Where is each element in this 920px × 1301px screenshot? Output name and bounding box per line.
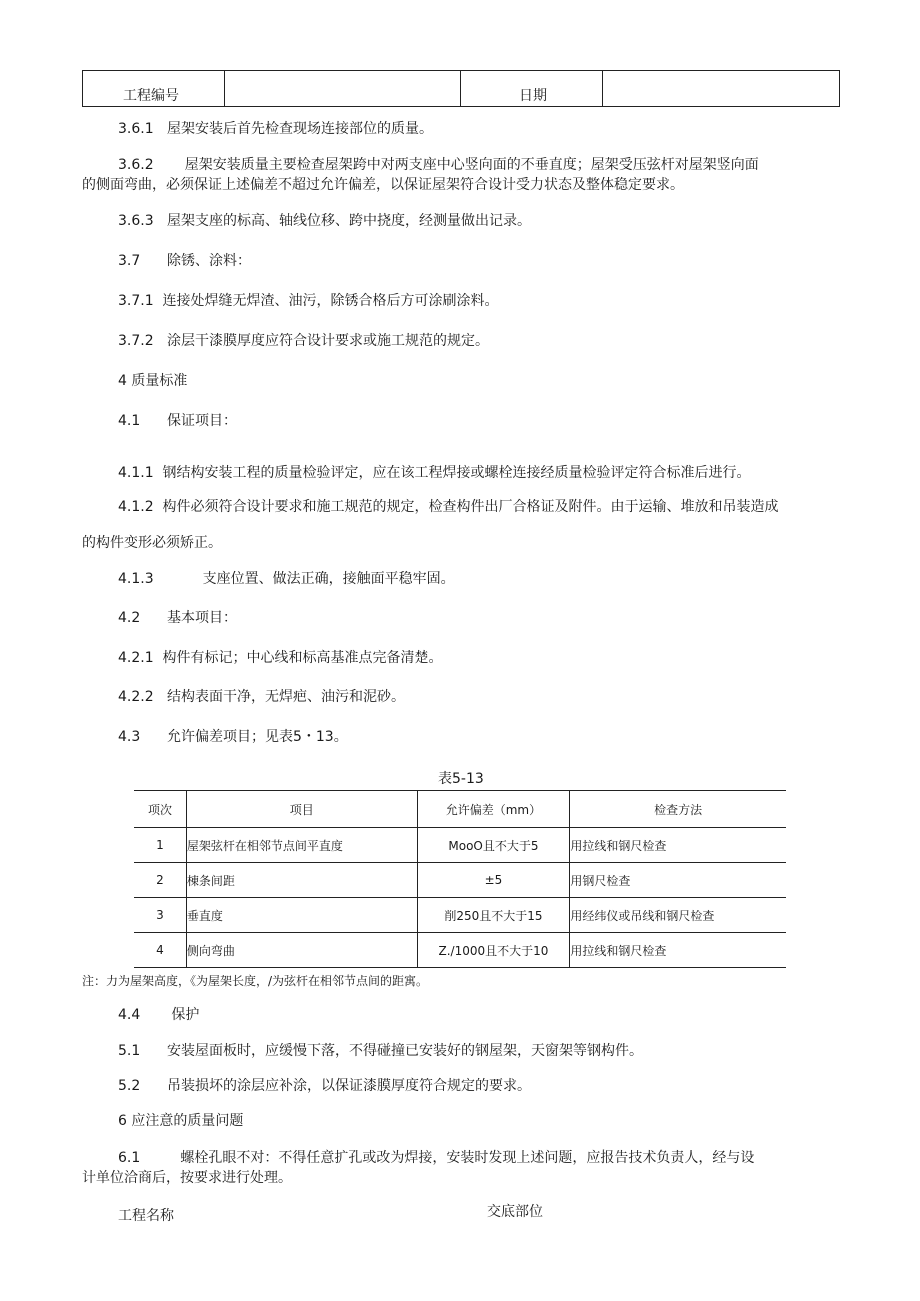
section-4-4: 4.4 保护 bbox=[118, 1007, 200, 1023]
date-cell bbox=[461, 71, 603, 106]
project-no-value-cell bbox=[225, 71, 461, 106]
section-4-1-2-cont: 的构件变形必须矫正。 bbox=[82, 535, 222, 551]
table-row: 2 棟条间距 ±5 用钢尺检查 bbox=[134, 863, 786, 898]
header-table bbox=[82, 70, 840, 107]
section-4-1-2: 4.1.2 构件必须符合设计要求和施工规范的规定，检查构件出厂合格证及附件。由于运输、堆放和吊装造成 bbox=[118, 499, 779, 515]
section-3-6-2-cont: 的侧面弯曲，必须保证上述偏差不超过允许偏差，以保证屋架符合设计受力状态及整体稳定要求。 bbox=[82, 177, 684, 193]
table-row: 3 垂直度 削250且不大于15 用经纬仪或吊线和钢尺检查 bbox=[134, 898, 786, 933]
deviation-table bbox=[134, 790, 786, 968]
header-tolerance: 允许偏差（mm） bbox=[417, 791, 570, 828]
table-header-row bbox=[134, 791, 786, 828]
part-label: 交底部位 bbox=[487, 1204, 543, 1220]
section-4-1: 4.1 保证项目： bbox=[118, 413, 237, 429]
project-name-label: 工程名称 bbox=[118, 1208, 174, 1224]
table-row: 1 屋架弦杆在相邻节点间平直度 MooO且不大于5 用拉线和钢尺检查 bbox=[134, 828, 786, 863]
table-row: 4 侧向弯曲 Z./1000且不大于10 用拉线和钢尺检查 bbox=[134, 933, 786, 968]
date-label: 日期 bbox=[519, 88, 547, 104]
header-item: 项目 bbox=[186, 791, 417, 828]
section-3-7-1: 3.7.1 连接处焊缝无焊渣、油污，除锈合格后方可涂刷涂料。 bbox=[118, 293, 499, 309]
table-note: 注：力为屋架高度，《为屋架长度，/为弦杆在相邻节点间的距寓。 bbox=[82, 974, 429, 988]
section-5-2: 5.2 吊装损坏的涂层应补涂，以保证漆膜厚度符合规定的要求。 bbox=[118, 1078, 531, 1094]
section-6-1-cont: 计单位洽商后，按要求进行处理。 bbox=[82, 1170, 292, 1186]
section-3-6-1: 3.6.1 屋架安装后首先检查现场连接部位的质量。 bbox=[118, 121, 433, 137]
section-3-6-2: 3.6.2 屋架安装质量主要检查屋架跨中对两支座中心竖向面的不垂直度；屋架受压弦杆对屋架竖向面 bbox=[118, 157, 759, 173]
section-6-heading: 6 应注意的质量问题 bbox=[118, 1113, 244, 1129]
section-4-3: 4.3 允许偏差项目；见表5・13。 bbox=[118, 729, 348, 745]
section-6-1: 6.1 螺栓孔眼不对：不得任意扩孔或改为焊接，安装时发现上述问题，应报告技术负责人，经与设 bbox=[118, 1150, 755, 1166]
section-3-6-3: 3.6.3 屋架支座的标高、轴线位移、跨中挠度，经测量做出记录。 bbox=[118, 213, 531, 229]
section-4-1-1: 4.1.1 钢结构安装工程的质量检验评定，应在该工程焊接或螺栓连接经质量检验评定符合标准后进行。 bbox=[118, 465, 751, 481]
section-5-1: 5.1 安装屋面板时，应缓慢下落，不得碰撞已安装好的钢屋架，天窗架等钢构件。 bbox=[118, 1043, 643, 1059]
section-4-1-3: 4.1.3 支座位置、做法正确，接触面平稳牢固。 bbox=[118, 571, 455, 587]
section-4-heading: 4 质量标准 bbox=[118, 373, 188, 389]
section-3-7-2: 3.7.2 涂层干漆膜厚度应符合设计要求或施工规范的规定。 bbox=[118, 333, 489, 349]
section-4-2: 4.2 基本项目： bbox=[118, 610, 237, 626]
section-4-2-1: 4.2.1 构件有标记；中心线和标高基准点完备清楚。 bbox=[118, 650, 443, 666]
header-item-no: 项次 bbox=[134, 791, 186, 828]
section-4-2-2: 4.2.2 结构表面干净，无焊疤、油污和泥砂。 bbox=[118, 689, 405, 705]
project-no-label: 工程编号 bbox=[123, 88, 179, 104]
section-3-7: 3.7 除锈、涂料： bbox=[118, 253, 251, 269]
header-method: 检查方法 bbox=[570, 791, 786, 828]
project-no-cell bbox=[83, 71, 225, 106]
table-caption: 表5-13 bbox=[438, 771, 484, 787]
